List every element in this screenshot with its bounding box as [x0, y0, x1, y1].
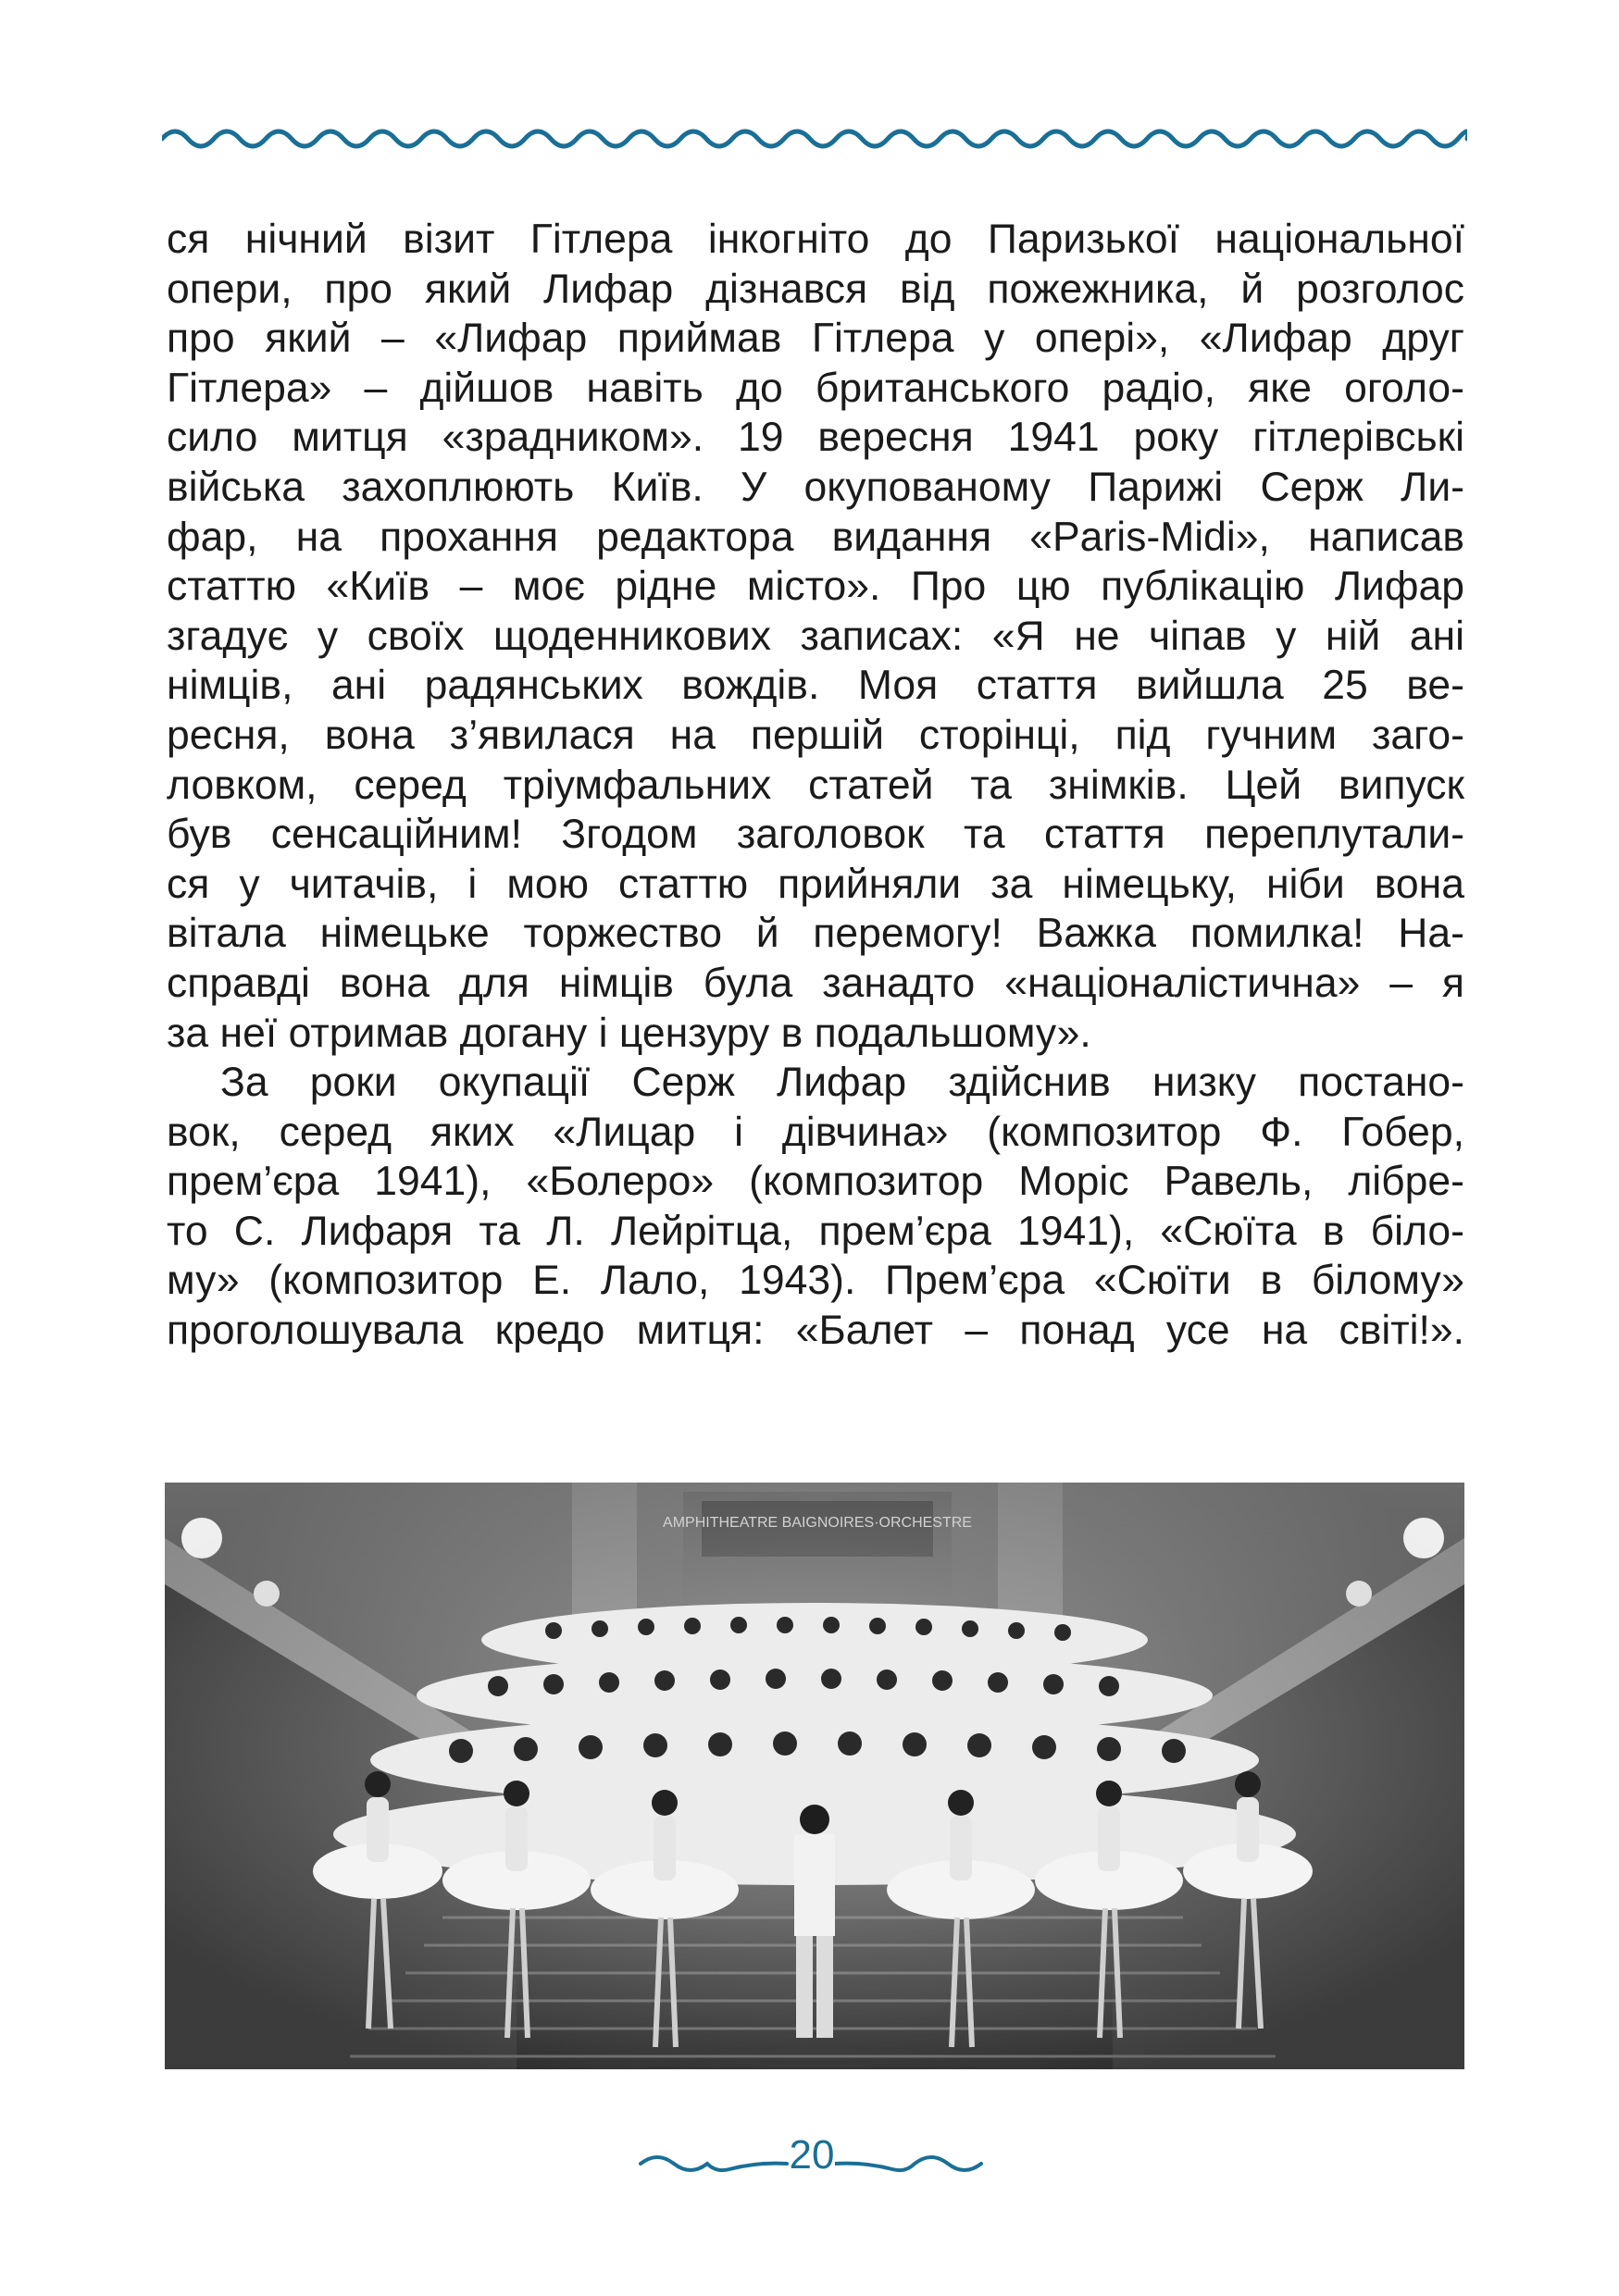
text-line: фар, на прохання редактора видання «Paris-Midi», написав [167, 514, 1464, 560]
body-text [167, 215, 1464, 1356]
text-line: проголошувала кредо митця: «Балет – понад усе на світі!». [167, 1308, 1464, 1354]
text-line: ся у читачів, і мою статтю прийняли за німецьку, ніби вона [167, 861, 1464, 907]
paragraph-1 [167, 215, 1464, 1058]
text-line: вітала німецьке торжество й перемогу! Важка помилка! На- [167, 911, 1464, 957]
text-line: про який – «Лифар приймав Гітлера у опері», «Лифар друг [167, 316, 1464, 362]
text-line: прем’єра 1941), «Болеро» (композитор Моріс Равель, лібре- [167, 1159, 1464, 1205]
text-line: справді вона для німців була занадто «націоналістична» – я [167, 960, 1464, 1006]
text-line: німців, ані радянських вождів. Моя стаття вийшла 25 ве- [167, 663, 1464, 709]
ballet-troupe-photo [165, 1483, 1464, 2069]
text-line: був сенсаційним! Згодом заголовок та стаття переплутали- [167, 812, 1464, 858]
text-line: ловком, серед тріумфальних статей та знімків. Цей випуск [167, 762, 1464, 808]
text-line: опери, про який Лифар дізнався від пожежника, й розголос [167, 266, 1464, 312]
text-line: ся нічний візит Гітлера інкогніто до Паризької національної [167, 217, 1464, 262]
text-line: війська захоплюють Київ. У окупованому Парижі Серж Ли- [167, 464, 1464, 510]
text-line: вок, серед яких «Лицар і дівчина» (композитор Ф. Гобер, [167, 1109, 1464, 1155]
text-line: сило митця «зрадником». 19 вересня 1941 року гітлерівські [167, 415, 1464, 461]
page-footer [0, 2128, 1619, 2193]
text-line: згадує у своїх щоденникових записах: «Я не чіпав у ній ані [167, 613, 1464, 659]
text-line: за неї отримав догану і цензуру в подальшому». [167, 1010, 1091, 1056]
page-number: 20 [789, 2132, 835, 2178]
text-line: За роки окупації Серж Лифар здійснив низку постано- [220, 1060, 1464, 1106]
decorative-wave-right-icon [835, 2149, 985, 2177]
text-line: Гітлера» – дійшов навіть до британського радіо, яке оголо- [167, 365, 1464, 411]
text-line: то С. Лифаря та Л. Лейрітца, прем’єра 1941), «Сюїта в біло- [167, 1208, 1464, 1254]
text-line: ресня, вона з’явилася на першій сторінці, під гучним заго- [167, 712, 1464, 758]
decorative-wave-divider-top [162, 118, 1467, 159]
text-line: статтю «Київ – моє рідне місто». Про цю публікацію Лифар [167, 564, 1464, 610]
decorative-wave-left-icon [639, 2149, 789, 2177]
photo-illustration [165, 1483, 1464, 2069]
text-line: му» (композитор Е. Лало, 1943). Прем’єра «Сюїти в білому» [167, 1258, 1464, 1304]
paragraph-2 [167, 1058, 1464, 1356]
